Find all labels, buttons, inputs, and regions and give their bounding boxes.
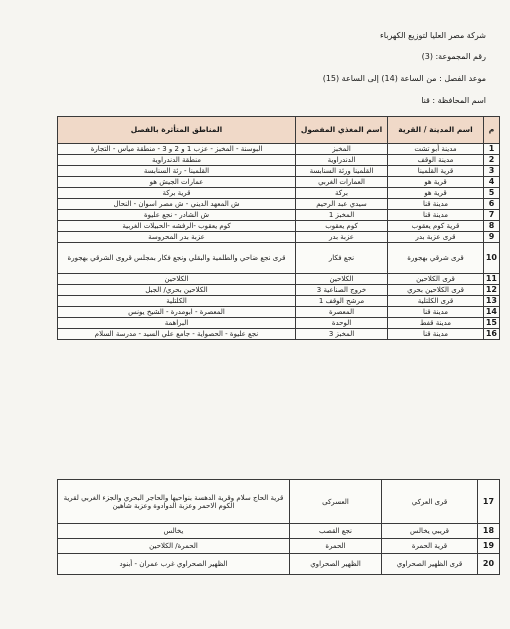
- governorate-name: اسم المحافظة : قنا: [421, 96, 486, 105]
- feeder-cell: نجع القصب: [290, 524, 382, 539]
- feeder-cell: القلمينا ورئة السنابسة: [296, 166, 388, 177]
- city-cell: قرى شرقي بهجورة: [388, 243, 484, 274]
- table-row: [58, 296, 500, 307]
- feeder-cell: الكلاحين: [296, 274, 388, 285]
- areas-cell: قرية الحاج سلام وقرية الدهسة بنواحيها والحاجر البحري والجزء الغربي لقرية الكوم الاحمر وعزبة الدوادوة وعزبة شاهين: [58, 480, 290, 524]
- city-cell: قرى العركي: [382, 480, 478, 524]
- outage-table-continued: [57, 479, 500, 575]
- city-cell: قرى الكلاحين بحري: [388, 285, 484, 296]
- row-number: 6: [484, 199, 500, 210]
- table-row: [58, 243, 500, 274]
- areas-cell: عزبة بدر المحروسة: [58, 232, 296, 243]
- table-row: [58, 144, 500, 155]
- row-number: 19: [478, 539, 500, 554]
- table-header-row: [58, 117, 500, 144]
- feeder-cell: نجع فكار: [296, 243, 388, 274]
- areas-cell: منطقة الدندراوية: [58, 155, 296, 166]
- table-row: [58, 210, 500, 221]
- table-row: [58, 188, 500, 199]
- table-row: [58, 307, 500, 318]
- row-number: 2: [484, 155, 500, 166]
- city-cell: مدينة قنا: [388, 199, 484, 210]
- city-cell: قرى عزبة بدر: [388, 232, 484, 243]
- city-cell: مدينة أبو تشت: [388, 144, 484, 155]
- areas-cell: القلمينا - رئة السنابسة: [58, 166, 296, 177]
- table-row: [58, 232, 500, 243]
- group-number: رقم المجموعة: (3): [421, 52, 486, 61]
- col-header-number: م: [484, 117, 500, 144]
- areas-cell: ش الشادر - نجع عليوة: [58, 210, 296, 221]
- row-number: 1: [484, 144, 500, 155]
- areas-cell: الكلاحين: [58, 274, 296, 285]
- row-number: 18: [478, 524, 500, 539]
- city-cell: قرية كوم يعقوب: [388, 221, 484, 232]
- row-number: 9: [484, 232, 500, 243]
- col-header-city: اسم المدينة / القرية: [388, 117, 484, 144]
- col-header-feeder: اسم المغذي المفصول: [296, 117, 388, 144]
- feeder-cell: كوم يعقوب: [296, 221, 388, 232]
- row-number: 10: [484, 243, 500, 274]
- table-row: [58, 329, 500, 340]
- city-cell: مدينة قفط: [388, 318, 484, 329]
- city-cell: قريبي يخالس: [382, 524, 478, 539]
- city-cell: مدينة قنا: [388, 210, 484, 221]
- table-row: [58, 274, 500, 285]
- feeder-cell: خروج الصناعية 3: [296, 285, 388, 296]
- city-cell: قرى الكلتلية: [388, 296, 484, 307]
- row-number: 11: [484, 274, 500, 285]
- feeder-cell: العمارات الغربي: [296, 177, 388, 188]
- row-number: 7: [484, 210, 500, 221]
- row-number: 4: [484, 177, 500, 188]
- feeder-cell: المخبز: [296, 144, 388, 155]
- areas-cell: عمارات الجيش هو: [58, 177, 296, 188]
- city-cell: مدينة الوقف: [388, 155, 484, 166]
- areas-cell: البوسنة - المخبز - عزب 1 و 2 و 3 - منطقة مياس - التجارة: [58, 144, 296, 155]
- company-name: شركة مصر العليا لتوزيع الكهرباء: [380, 31, 486, 40]
- city-cell: قرى الكلاحين: [388, 274, 484, 285]
- city-cell: قرية هو: [388, 188, 484, 199]
- outage-table: [57, 116, 500, 340]
- feeder-cell: العسركى: [290, 480, 382, 524]
- table-row: [58, 480, 500, 524]
- areas-cell: قرية بركة: [58, 188, 296, 199]
- table-row: [58, 285, 500, 296]
- areas-cell: الحمرة/ الكلاحين: [58, 539, 290, 554]
- table-row: [58, 199, 500, 210]
- areas-cell: يخالس: [58, 524, 290, 539]
- areas-cell: الظهير الصحراوي غرب عمران - أبنود: [58, 554, 290, 575]
- city-cell: قرى الظهير الصحراوي: [382, 554, 478, 575]
- city-cell: مدينة قنا: [388, 329, 484, 340]
- feeder-cell: سيدي عبد الرحيم: [296, 199, 388, 210]
- city-cell: قرية القلمينا: [388, 166, 484, 177]
- table-row: [58, 318, 500, 329]
- areas-cell: ش المعهد الديني - ش مصر اسوان - النحال: [58, 199, 296, 210]
- row-number: 3: [484, 166, 500, 177]
- cutoff-schedule: موعد الفصل : من الساعة (14) إلى الساعة (15): [322, 74, 486, 83]
- feeder-cell: الظهير الصحراوي: [290, 554, 382, 575]
- row-number: 12: [484, 285, 500, 296]
- col-header-areas: المناطق المتأثرة بالفصل: [58, 117, 296, 144]
- feeder-cell: المعصرة: [296, 307, 388, 318]
- feeder-cell: المخبز 3: [296, 329, 388, 340]
- city-cell: قرية هو: [388, 177, 484, 188]
- table-row: [58, 524, 500, 539]
- areas-cell: الكلاحين بحري/ الجبل: [58, 285, 296, 296]
- areas-cell: قرى نجع ضاحي والطلمية والبقلي ونجع فكار بمجلس قروى الشرقي بهجورة: [58, 243, 296, 274]
- table-row: [58, 166, 500, 177]
- areas-cell: كوم يعقوب -الرفشه -الحبيلات الغربية: [58, 221, 296, 232]
- feeder-cell: الوحدة: [296, 318, 388, 329]
- row-number: 8: [484, 221, 500, 232]
- feeder-cell: بركة: [296, 188, 388, 199]
- table-row: [58, 539, 500, 554]
- row-number: 20: [478, 554, 500, 575]
- table-row: [58, 221, 500, 232]
- row-number: 13: [484, 296, 500, 307]
- table-row: [58, 155, 500, 166]
- areas-cell: الكلتلية: [58, 296, 296, 307]
- row-number: 16: [484, 329, 500, 340]
- city-cell: مدينة قنا: [388, 307, 484, 318]
- feeder-cell: الحمرة: [290, 539, 382, 554]
- table-row: [58, 554, 500, 575]
- row-number: 14: [484, 307, 500, 318]
- row-number: 5: [484, 188, 500, 199]
- areas-cell: البراهمة: [58, 318, 296, 329]
- feeder-cell: عزبة بدر: [296, 232, 388, 243]
- feeder-cell: المخبز 1: [296, 210, 388, 221]
- feeder-cell: مرشح الوقف 1: [296, 296, 388, 307]
- table-row: [58, 177, 500, 188]
- areas-cell: المعصرة - ابومدرة - الشيخ يونس: [58, 307, 296, 318]
- row-number: 15: [484, 318, 500, 329]
- feeder-cell: الدندراوية: [296, 155, 388, 166]
- row-number: 17: [478, 480, 500, 524]
- city-cell: قرية الحمرة: [382, 539, 478, 554]
- areas-cell: نجع عليوة - الحصواية - جامع علي السيد - مدرسة السلام: [58, 329, 296, 340]
